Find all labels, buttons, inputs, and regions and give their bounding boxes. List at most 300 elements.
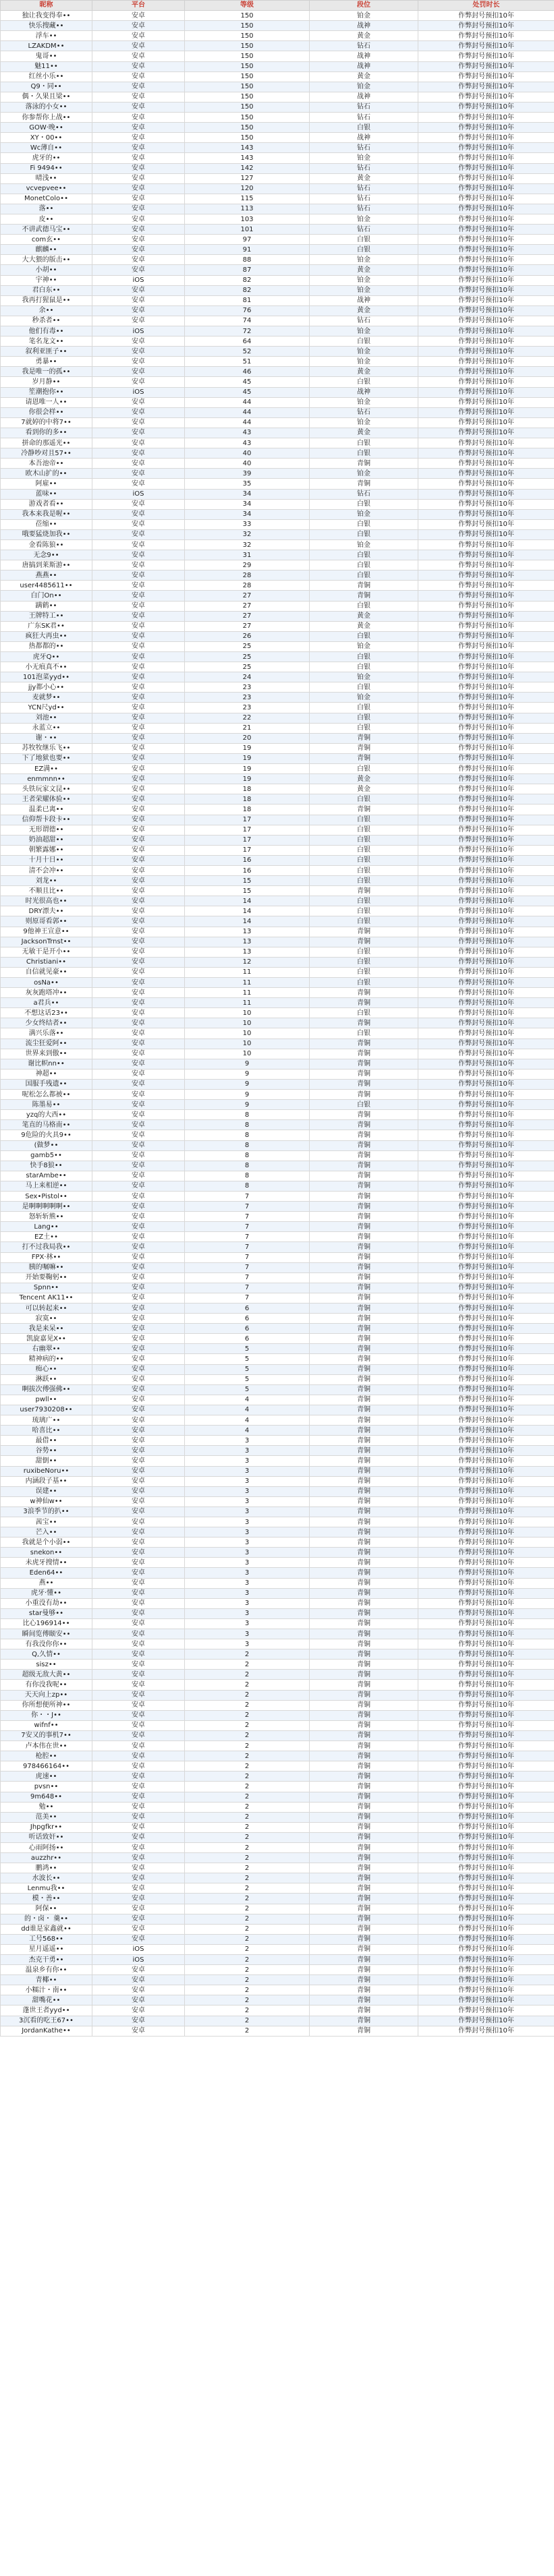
nickname-cell: 叙利亚匪子•• (1, 347, 92, 357)
level-cell: 2 (185, 1720, 310, 1730)
rank-cell: 青铜 (310, 1649, 418, 1660)
table-row (1, 1181, 554, 1191)
penalty-cell: 作弊封号预扣10年 (418, 11, 554, 21)
penalty-cell: 作弊封号预扣10年 (418, 1049, 554, 1059)
rank-cell: 青铜 (310, 1293, 418, 1303)
table-row (1, 641, 554, 651)
table-row (1, 784, 554, 794)
nickname-cell: 虎牙的•• (1, 153, 92, 163)
penalty-cell: 作弊封号预扣10年 (418, 1222, 554, 1232)
rank-cell: 白银 (310, 876, 418, 886)
nickname-cell: 笔名龙文•• (1, 336, 92, 347)
level-cell: 7 (185, 1191, 310, 1201)
platform-cell: 安卓 (92, 163, 185, 173)
level-cell: 2 (185, 1883, 310, 1894)
platform-cell: 安卓 (92, 1446, 185, 1456)
rank-cell: 青铜 (310, 459, 418, 469)
nickname-cell: 蓝味•• (1, 489, 92, 499)
level-cell: 3 (185, 1486, 310, 1496)
nickname-cell: 麒麟•• (1, 245, 92, 255)
level-cell: 23 (185, 682, 310, 693)
level-cell: 10 (185, 1038, 310, 1049)
penalty-cell: 作弊封号预扣10年 (418, 479, 554, 489)
table-row (1, 1904, 554, 1914)
table-row (1, 693, 554, 703)
table-row (1, 539, 554, 550)
level-cell: 143 (185, 143, 310, 153)
table-row (1, 1405, 554, 1415)
rank-cell: 青铜 (310, 1334, 418, 1344)
table-row (1, 1802, 554, 1812)
table-row (1, 1079, 554, 1089)
platform-cell: iOS (92, 326, 185, 336)
platform-cell: 安卓 (92, 1730, 185, 1740)
nickname-cell: 天天向上zp•• (1, 1690, 92, 1700)
platform-cell: 安卓 (92, 1272, 185, 1283)
level-cell: 3 (185, 1568, 310, 1578)
table-row (1, 1395, 554, 1405)
rank-cell: 青铜 (310, 1618, 418, 1629)
table-row (1, 489, 554, 499)
platform-cell: 安卓 (92, 937, 185, 947)
table-row (1, 1140, 554, 1150)
level-cell: 3 (185, 1598, 310, 1608)
platform-cell: 安卓 (92, 1079, 185, 1089)
nickname-cell: 甜倒•• (1, 1456, 92, 1466)
table-row (1, 1782, 554, 1792)
nickname-cell: enmmnn•• (1, 774, 92, 784)
table-row (1, 1496, 554, 1506)
rank-cell: 青铜 (310, 1354, 418, 1364)
table-row (1, 1008, 554, 1018)
table-row (1, 1354, 554, 1364)
platform-cell: 安卓 (92, 1262, 185, 1272)
nickname-cell: 我再打猩鼠是•• (1, 295, 92, 305)
level-cell: 3 (185, 1506, 310, 1517)
platform-cell: 安卓 (92, 621, 185, 631)
level-cell: 10 (185, 1008, 310, 1018)
penalty-cell: 作弊封号预扣10年 (418, 957, 554, 967)
level-cell: 150 (185, 82, 310, 92)
level-cell: 13 (185, 937, 310, 947)
rank-cell: 青铜 (310, 1598, 418, 1608)
table-row (1, 367, 554, 377)
nickname-cell: GOW·晚•• (1, 123, 92, 133)
level-cell: 2 (185, 1730, 310, 1740)
penalty-cell: 作弊封号预扣10年 (418, 113, 554, 123)
table-row (1, 1751, 554, 1761)
rank-cell: 青铜 (310, 998, 418, 1008)
level-cell: 2 (185, 1924, 310, 1934)
penalty-cell: 作弊封号预扣10年 (418, 255, 554, 265)
platform-cell: 安卓 (92, 1232, 185, 1242)
penalty-cell: 作弊封号预扣10年 (418, 1690, 554, 1700)
rank-cell: 白银 (310, 845, 418, 855)
nickname-cell: 君白东•• (1, 285, 92, 295)
penalty-cell: 作弊封号预扣10年 (418, 682, 554, 693)
rank-cell: 钻石 (310, 102, 418, 112)
level-cell: 21 (185, 723, 310, 733)
level-cell: 46 (185, 367, 310, 377)
rank-cell: 白银 (310, 1100, 418, 1110)
platform-cell: iOS (92, 275, 185, 285)
rank-cell: 黄金 (310, 173, 418, 183)
penalty-cell: 作弊封号预扣10年 (418, 1517, 554, 1527)
level-cell: 150 (185, 21, 310, 31)
nickname-cell: 芒入•• (1, 1527, 92, 1538)
table-row (1, 1894, 554, 1904)
penalty-cell: 作弊封号预扣10年 (418, 1506, 554, 1517)
rank-cell: 白银 (310, 713, 418, 723)
table-row (1, 61, 554, 71)
platform-cell: 安卓 (92, 1618, 185, 1629)
nickname-cell: 岁月静•• (1, 377, 92, 387)
table-row (1, 1446, 554, 1456)
table-row (1, 1242, 554, 1252)
level-cell: 17 (185, 825, 310, 835)
rank-cell: 白银 (310, 601, 418, 611)
platform-cell: 安卓 (92, 641, 185, 651)
rank-cell: 青铜 (310, 1863, 418, 1873)
platform-cell: 安卓 (92, 11, 185, 21)
rank-cell: 白银 (310, 825, 418, 835)
level-cell: 3 (185, 1558, 310, 1568)
header-level: 等级 (185, 1, 310, 11)
penalty-cell: 作弊封号预扣10年 (418, 784, 554, 794)
table-row (1, 143, 554, 153)
level-cell: 115 (185, 194, 310, 204)
table-row (1, 1538, 554, 1548)
platform-cell: 安卓 (92, 1202, 185, 1212)
platform-cell: 安卓 (92, 1405, 185, 1415)
penalty-cell: 作弊封号预扣10年 (418, 1304, 554, 1314)
penalty-cell: 作弊封号预扣10年 (418, 1558, 554, 1568)
table-row (1, 357, 554, 367)
penalty-cell: 作弊封号预扣10年 (418, 570, 554, 581)
level-cell: 15 (185, 886, 310, 896)
rank-cell: 青铜 (310, 1120, 418, 1130)
table-row (1, 998, 554, 1008)
level-cell: 9 (185, 1079, 310, 1089)
penalty-cell: 作弊封号预扣10年 (418, 876, 554, 886)
level-cell: 101 (185, 225, 310, 235)
nickname-cell: Jhpgfkr•• (1, 1822, 92, 1832)
penalty-cell: 作弊封号预扣10年 (418, 417, 554, 428)
nickname-cell: 谢・•• (1, 733, 92, 743)
nickname-cell: 模・善•• (1, 1894, 92, 1904)
platform-cell: 安卓 (92, 1842, 185, 1852)
table-row (1, 509, 554, 519)
level-cell: 14 (185, 916, 310, 927)
rank-cell: 白银 (310, 235, 418, 245)
nickname-cell: 宇神•• (1, 275, 92, 285)
penalty-cell: 作弊封号预扣10年 (418, 1395, 554, 1405)
platform-cell: 安卓 (92, 1690, 185, 1700)
nickname-cell: JacksonTrnst•• (1, 937, 92, 947)
penalty-cell: 作弊封号预扣10年 (418, 1426, 554, 1436)
platform-cell: 安卓 (92, 204, 185, 214)
platform-cell: 安卓 (92, 1364, 185, 1374)
nickname-cell: 星月遥遥•• (1, 1944, 92, 1954)
table-row (1, 235, 554, 245)
penalty-cell: 作弊封号预扣10年 (418, 1374, 554, 1384)
rank-cell: 铂金 (310, 214, 418, 224)
platform-cell: 安卓 (92, 1008, 185, 1018)
rank-cell: 钻石 (310, 407, 418, 417)
nickname-cell: 我是来呆•• (1, 1324, 92, 1334)
platform-cell: 安卓 (92, 1252, 185, 1262)
penalty-cell: 作弊封号预扣10年 (418, 407, 554, 417)
penalty-cell: 作弊封号预扣10年 (418, 1038, 554, 1049)
penalty-cell: 作弊封号预扣10年 (418, 1364, 554, 1374)
nickname-cell: 魅11•• (1, 61, 92, 71)
platform-cell: 安卓 (92, 825, 185, 835)
table-row (1, 1018, 554, 1028)
rank-cell: 青铜 (310, 1812, 418, 1822)
rank-cell: 钻石 (310, 225, 418, 235)
platform-cell: 安卓 (92, 51, 185, 61)
penalty-cell: 作弊封号预扣10年 (418, 1354, 554, 1364)
level-cell: 22 (185, 713, 310, 723)
rank-cell: 黄金 (310, 31, 418, 41)
platform-cell: 安卓 (92, 417, 185, 428)
level-cell: 16 (185, 865, 310, 875)
rank-cell: 青铜 (310, 1242, 418, 1252)
penalty-cell: 作弊封号预扣10年 (418, 1130, 554, 1140)
table-row (1, 245, 554, 255)
level-cell: 3 (185, 1548, 310, 1558)
level-cell: 9 (185, 1069, 310, 1079)
platform-cell: 安卓 (92, 1934, 185, 1944)
nickname-cell: 刘池•• (1, 713, 92, 723)
penalty-cell: 作弊封号预扣10年 (418, 1934, 554, 1944)
rank-cell: 青铜 (310, 1670, 418, 1680)
table-row (1, 1639, 554, 1649)
penalty-cell: 作弊封号预扣10年 (418, 1975, 554, 1985)
nickname-cell: 国服手残遗•• (1, 1079, 92, 1089)
rank-cell: 黄金 (310, 305, 418, 316)
level-cell: 10 (185, 1028, 310, 1038)
rank-cell: 铂金 (310, 82, 418, 92)
penalty-cell: 作弊封号预扣10年 (418, 1842, 554, 1852)
level-cell: 2 (185, 1975, 310, 1985)
rank-cell: 青铜 (310, 1995, 418, 2006)
nickname-cell: 啊拔次傅强佛•• (1, 1384, 92, 1395)
level-cell: 2 (185, 1812, 310, 1822)
table-row (1, 835, 554, 845)
nickname-cell: 水波长•• (1, 1873, 92, 1883)
table-row (1, 743, 554, 753)
table-row (1, 631, 554, 641)
platform-cell: 安卓 (92, 784, 185, 794)
level-cell: 150 (185, 41, 310, 51)
level-cell: 2 (185, 1832, 310, 1842)
nickname-cell: 蹒鹤•• (1, 601, 92, 611)
level-cell: 3 (185, 1517, 310, 1527)
level-cell: 5 (185, 1384, 310, 1395)
platform-cell: 安卓 (92, 357, 185, 367)
table-row (1, 1090, 554, 1100)
rank-cell: 青铜 (310, 1049, 418, 1059)
penalty-cell: 作弊封号预扣10年 (418, 1894, 554, 1904)
platform-cell: 安卓 (92, 1426, 185, 1436)
rank-cell: 青铜 (310, 1384, 418, 1395)
level-cell: 11 (185, 988, 310, 998)
table-row (1, 71, 554, 82)
platform-cell: 安卓 (92, 693, 185, 703)
rank-cell: 钻石 (310, 316, 418, 326)
platform-cell: 安卓 (92, 1324, 185, 1334)
table-row (1, 92, 554, 102)
level-cell: 5 (185, 1344, 310, 1354)
penalty-cell: 作弊封号预扣10年 (418, 1171, 554, 1181)
platform-cell: 安卓 (92, 479, 185, 489)
table-row (1, 519, 554, 529)
level-cell: 2 (185, 1782, 310, 1792)
rank-cell: 青铜 (310, 1802, 418, 1812)
rank-cell: 战神 (310, 92, 418, 102)
penalty-cell: 作弊封号预扣10年 (418, 123, 554, 133)
level-cell: 2 (185, 1985, 310, 1995)
nickname-cell: 独让我变得奉•• (1, 11, 92, 21)
rank-cell: 青铜 (310, 1894, 418, 1904)
table-row (1, 1252, 554, 1262)
rank-cell: 白银 (310, 448, 418, 459)
level-cell: 2 (185, 1792, 310, 1802)
level-cell: 8 (185, 1150, 310, 1161)
platform-cell: 安卓 (92, 764, 185, 774)
rank-cell: 钻石 (310, 194, 418, 204)
penalty-cell: 作弊封号预扣10年 (418, 377, 554, 387)
penalty-cell: 作弊封号预扣10年 (418, 774, 554, 784)
penalty-cell: 作弊封号预扣10年 (418, 1812, 554, 1822)
rank-cell: 青铜 (310, 1324, 418, 1334)
nickname-cell: 小胡•• (1, 265, 92, 275)
nickname-cell: 无敏干是开小•• (1, 947, 92, 957)
nickname-cell: 快乐搜藏•• (1, 21, 92, 31)
platform-cell: 安卓 (92, 1100, 185, 1110)
rank-cell: 青铜 (310, 1924, 418, 1934)
penalty-cell: 作弊封号预扣10年 (418, 133, 554, 143)
table-row (1, 1598, 554, 1608)
level-cell: 3 (185, 1629, 310, 1639)
table-row (1, 204, 554, 214)
penalty-cell: 作弊封号预扣10年 (418, 743, 554, 753)
nickname-cell: 刘龙•• (1, 876, 92, 886)
penalty-cell: 作弊封号预扣10年 (418, 31, 554, 41)
rank-cell: 青铜 (310, 1680, 418, 1690)
level-cell: 2 (185, 1944, 310, 1954)
penalty-cell: 作弊封号预扣10年 (418, 204, 554, 214)
nickname-cell: 杰克干勇•• (1, 1955, 92, 1965)
level-cell: 142 (185, 163, 310, 173)
table-row (1, 1710, 554, 1720)
penalty-cell: 作弊封号预扣10年 (418, 988, 554, 998)
platform-cell: 安卓 (92, 428, 185, 438)
table-row (1, 214, 554, 224)
nickname-cell: 余•• (1, 305, 92, 316)
nickname-cell: yzq的大西•• (1, 1110, 92, 1120)
nickname-cell: 不想这话23•• (1, 1008, 92, 1018)
table-row (1, 581, 554, 591)
table-row (1, 1517, 554, 1527)
platform-cell: 安卓 (92, 1588, 185, 1598)
penalty-cell: 作弊封号预扣10年 (418, 235, 554, 245)
table-row (1, 886, 554, 896)
nickname-cell: 误建•• (1, 1486, 92, 1496)
level-cell: 2 (185, 1649, 310, 1660)
platform-cell: 安卓 (92, 194, 185, 204)
table-row (1, 703, 554, 713)
table-row (1, 1304, 554, 1314)
nickname-cell: 灰灰跑塔冲•• (1, 988, 92, 998)
platform-cell: 安卓 (92, 469, 185, 479)
penalty-cell: 作弊封号预扣10年 (418, 1649, 554, 1660)
rank-cell: 铂金 (310, 539, 418, 550)
level-cell: 31 (185, 550, 310, 560)
level-cell: 4 (185, 1415, 310, 1426)
rank-cell: 青铜 (310, 1506, 418, 1517)
nickname-cell: 虎牙·懂•• (1, 1588, 92, 1598)
penalty-cell: 作弊封号预扣10年 (418, 1324, 554, 1334)
rank-cell: 铂金 (310, 285, 418, 295)
table-row (1, 1924, 554, 1934)
nickname-cell: 范美•• (1, 1812, 92, 1822)
table-row (1, 1629, 554, 1639)
level-cell: 11 (185, 998, 310, 1008)
penalty-cell: 作弊封号预扣10年 (418, 1670, 554, 1680)
penalty-cell: 作弊封号预扣10年 (418, 815, 554, 825)
penalty-cell: 作弊封号预扣10年 (418, 845, 554, 855)
nickname-cell: 冷静吵对且57•• (1, 448, 92, 459)
platform-cell: 安卓 (92, 865, 185, 875)
penalty-cell: 作弊封号预扣10年 (418, 509, 554, 519)
penalty-cell: 作弊封号预扣10年 (418, 489, 554, 499)
nickname-cell: auzzhr•• (1, 1853, 92, 1863)
platform-cell: 安卓 (92, 235, 185, 245)
penalty-cell: 作弊封号预扣10年 (418, 896, 554, 906)
platform-cell: iOS (92, 1944, 185, 1954)
nickname-cell: 鹏鸿•• (1, 1863, 92, 1873)
level-cell: 45 (185, 377, 310, 387)
platform-cell: 安卓 (92, 774, 185, 784)
table-row (1, 1965, 554, 1975)
level-cell: 29 (185, 560, 310, 570)
platform-cell: 安卓 (92, 1456, 185, 1466)
platform-cell: 安卓 (92, 133, 185, 143)
header-row (1, 1, 554, 11)
rank-cell: 青铜 (310, 1344, 418, 1354)
level-cell: 43 (185, 428, 310, 438)
table-row (1, 1822, 554, 1832)
nickname-cell: 哦要猛烧加我•• (1, 529, 92, 539)
rank-cell: 青铜 (310, 1150, 418, 1161)
penalty-cell: 作弊封号预扣10年 (418, 143, 554, 153)
platform-cell: iOS (92, 1955, 185, 1965)
rank-cell: 黄金 (310, 71, 418, 82)
penalty-cell: 作弊封号预扣10年 (418, 245, 554, 255)
table-body (1, 11, 554, 2037)
rank-cell: 战神 (310, 21, 418, 31)
table-row (1, 916, 554, 927)
platform-cell: 安卓 (92, 1894, 185, 1904)
level-cell: 5 (185, 1364, 310, 1374)
platform-cell: 安卓 (92, 1090, 185, 1100)
level-cell: 2 (185, 1842, 310, 1852)
level-cell: 2 (185, 1700, 310, 1710)
platform-cell: 安卓 (92, 153, 185, 163)
rank-cell: 青铜 (310, 1629, 418, 1639)
